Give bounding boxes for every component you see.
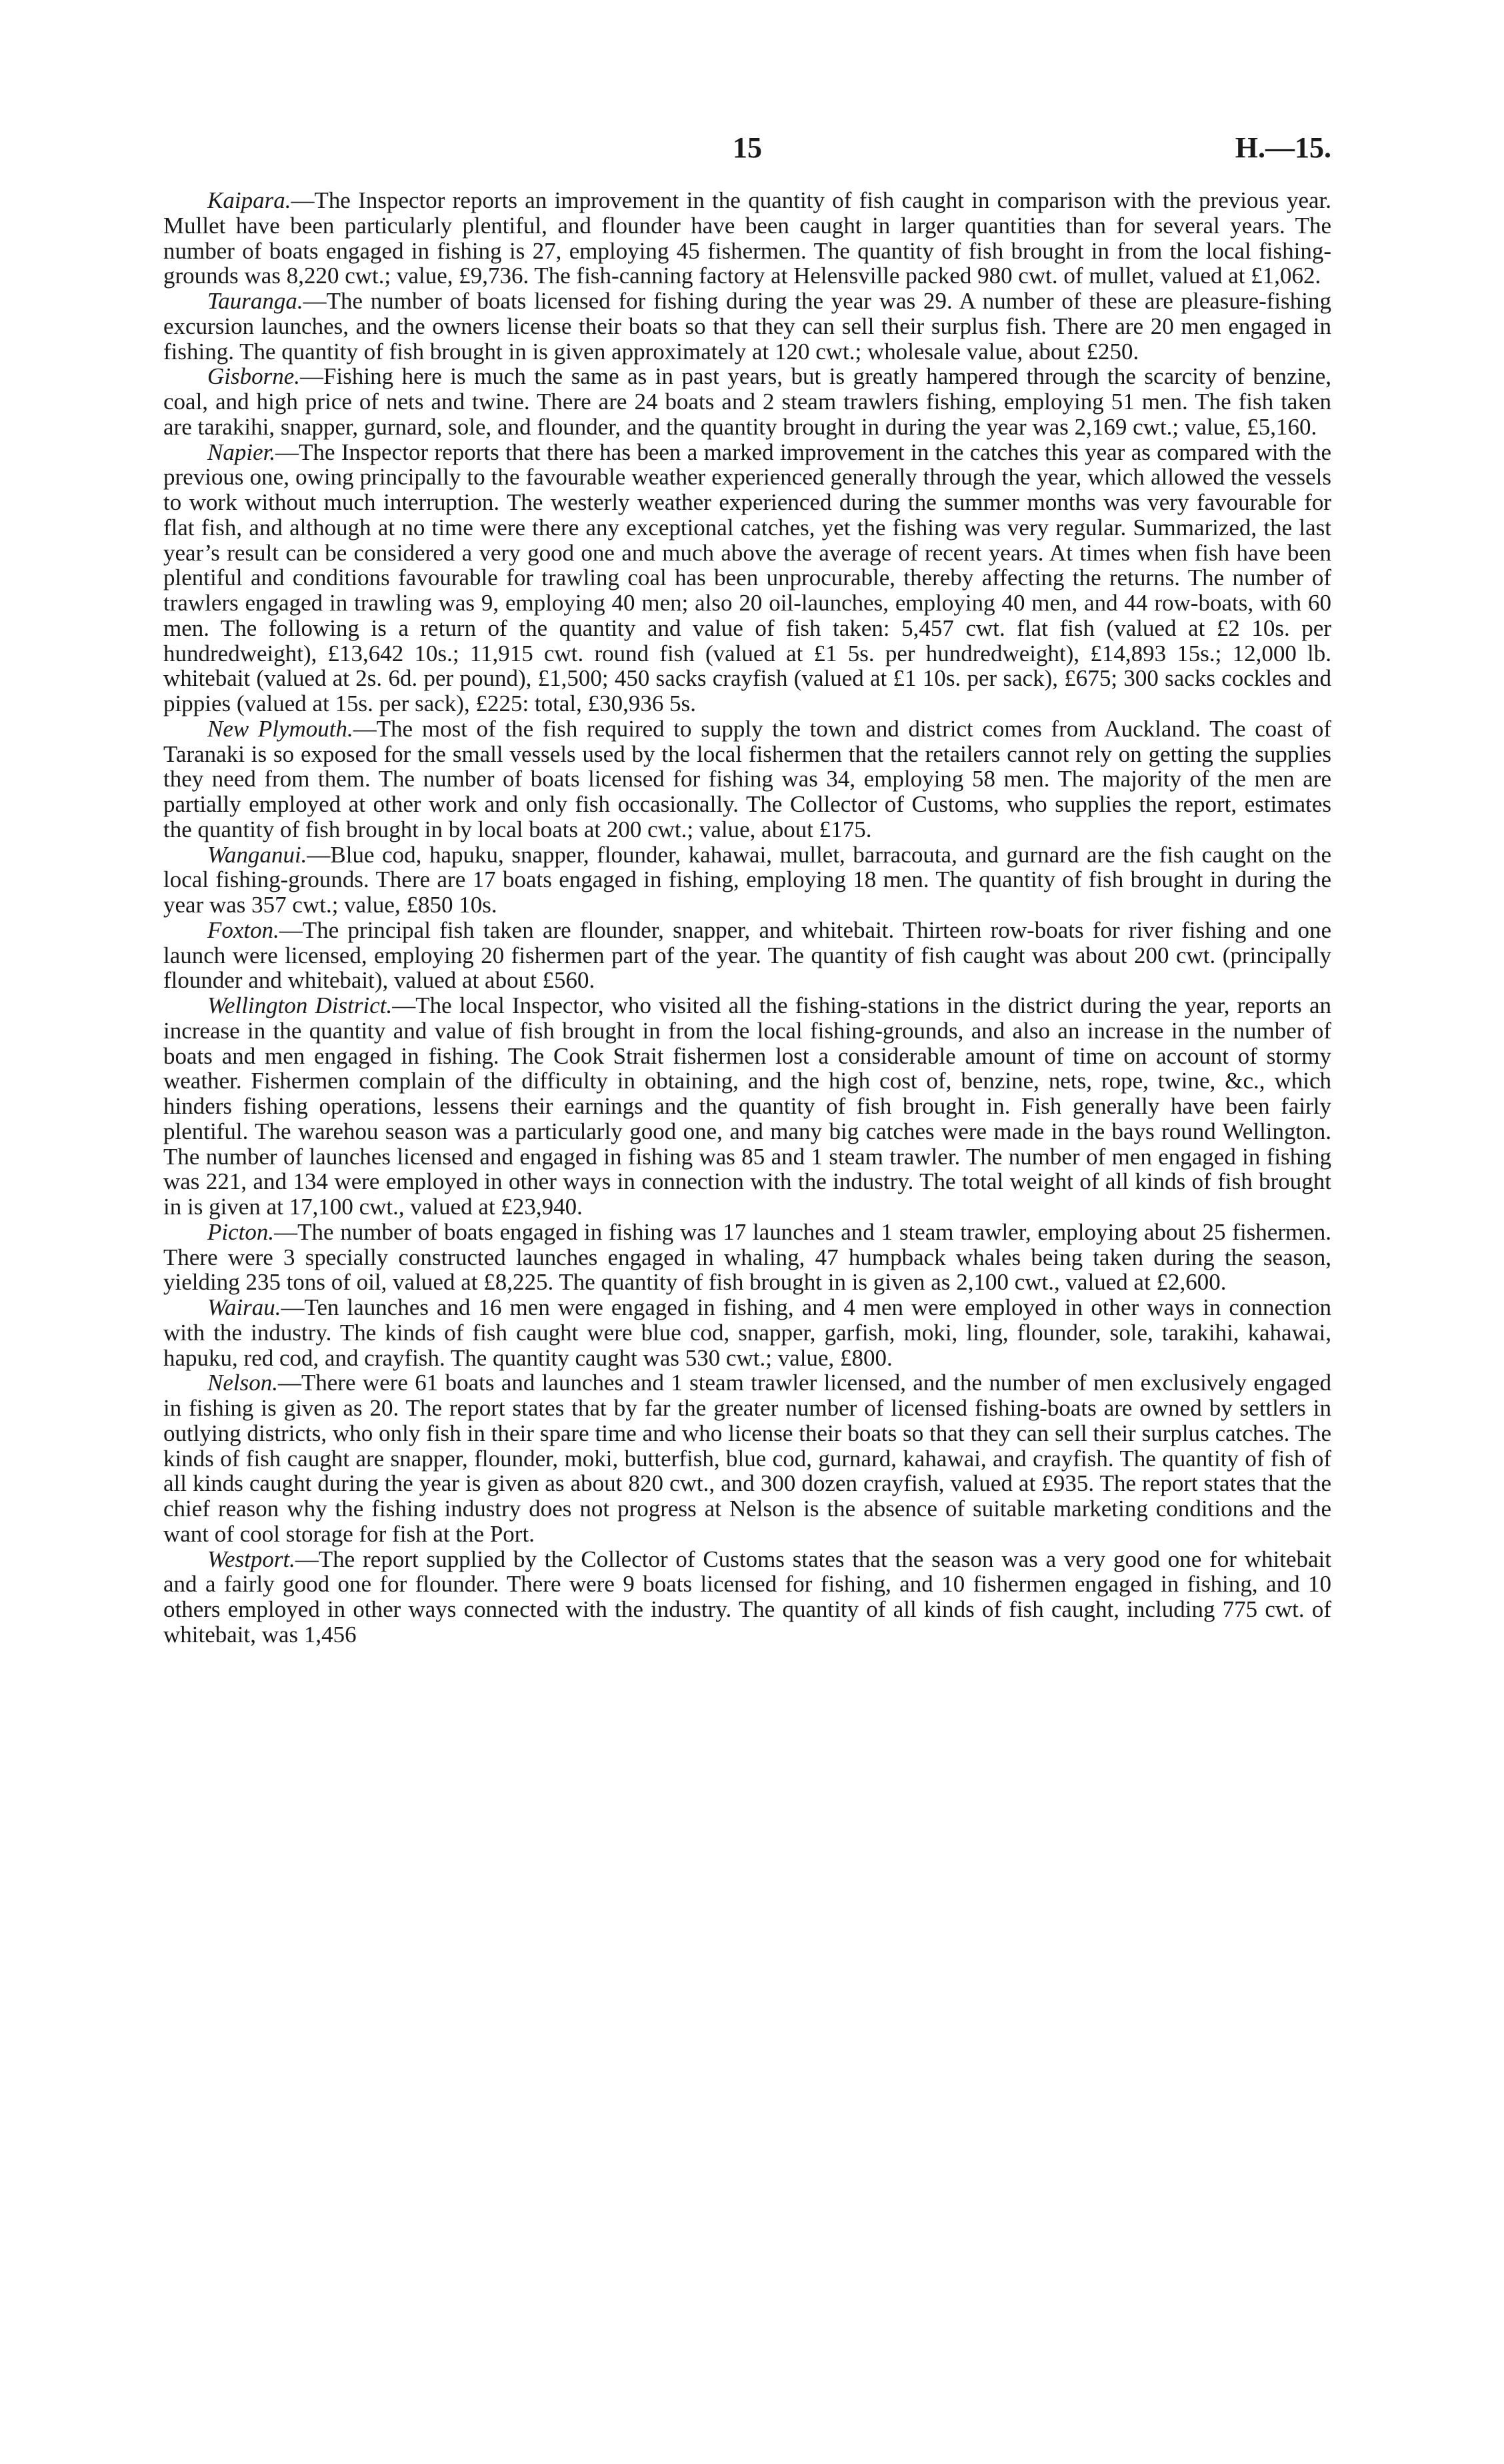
paragraph-text: —There were 61 boats and launches and 1 steam trawler licensed, and the number of men exclusively engaged in fishing is given as 20. The report states that by far the greater number of licensed fishing-boats are owned by settlers in outlying districts, who only fish in their spare time and who license their boats so that they can sell their surplus catches. The kinds of fish caught are snapper, flounder, moki, butterfish, blue cod, gurnard, kahawai, and crayfish. The quantity of fish of all kinds caught during the year is given as about 820 cwt., and 300 dozen crayfish, valued at £935. The report states that the chief reason why the fishing industry does not progress at Nelson is the absence of suitable marketing conditions and the want of cool storage for fish at the Port. <box>163 1370 1331 1547</box>
paragraph-gisborne <box>163 364 1331 439</box>
place-name: Nelson. <box>207 1370 278 1396</box>
paragraph-nelson <box>163 1370 1331 1546</box>
place-name: Wanganui. <box>207 841 307 868</box>
place-name: Napier. <box>207 439 276 465</box>
paragraph-westport <box>163 1547 1331 1648</box>
paragraph-kaipara <box>163 188 1331 289</box>
place-name: Picton. <box>207 1218 275 1245</box>
paragraph-picton <box>163 1220 1331 1295</box>
place-name: Wellington District. <box>207 992 393 1018</box>
paragraph-text: —The local Inspector, who visited all the fishing-stations in the district during the year, reports an increase in the quantity and value of fish brought in from the local fishing-grounds, and also an increase in the number of boats and men engaged in fishing. The Cook Strait fishermen lost a considerable amount of time on account of stormy weather. Fishermen complain of the difficulty in obtaining, and the high cost of, benzine, nets, rope, twine, &c., which hinders fishing operations, lessens their earnings and the quantity of fish brought in. Fish generally have been fairly plentiful. The warehou season was a particularly good one, and many big catches were made in the bays round Wellington. The number of launches licensed and engaged in fishing was 85 and 1 steam trawler. The number of men engaged in fishing was 221, and 134 were employed in other ways in connection with the industry. The total weight of all kinds of fish brought in is given at 17,100 cwt., valued at £23,940. <box>163 992 1331 1220</box>
paragraph-text: —The most of the fish required to supply the town and district comes from Auckland. The coast of Taranaki is so exposed for the small vessels used by the local fishermen that the retailers cannot rely on getting the supplies they need from them. The number of boats licensed for fishing was 34, employing 58 men. The majority of the men are partially employed at other work and only fish occasionally. The Collector of Customs, who supplies the report, estimates the quantity of fish brought in by local boats at 200 cwt.; value, about £175. <box>163 715 1331 842</box>
paragraph-text: —The report supplied by the Collector of Customs states that the season was a very good one for whitebait and a fairly good one for flounder. There were 9 boats licensed for fishing, and 10 fishermen engaged in fishing, and 10 others employed in other ways connected with the industry. The quantity of all kinds of fish caught, including 775 cwt. of whitebait, was 1,456 <box>163 1546 1331 1648</box>
paragraph-new-plymouth <box>163 716 1331 842</box>
place-name: Wairau. <box>207 1294 281 1320</box>
paragraph-text: —The number of boats licensed for fishing during the year was 29. A number of these are pleasure-fishing excursion launches, and the owners license their boats so that they can sell their surplus fish. There are 20 men engaged in fishing. The quantity of fish brought in is given approximately at 120 cwt.; wholesale value, about £250. <box>163 288 1331 365</box>
place-name: Kaipara. <box>207 187 291 213</box>
page-header <box>163 131 1331 171</box>
paragraph-text: —The Inspector reports that there has been a marked improvement in the catches this year as compared with the previous one, owing principally to the favourable weather experienced generally through the year, which allowed the vessels to work without much interruption. The westerly weather experienced during the summer months was very favourable for flat fish, and although at no time were there any exceptional catches, yet the fishing was very regular. Summarized, the last year’s result can be considered a very good one and much above the average of recent years. At times when fish have been plentiful and conditions favourable for trawling coal has been unprocurable, thereby affecting the returns. The number of trawlers engaged in trawling was 9, employing 40 men; also 20 oil-launches, employing 40 men, and 44 row-boats, with 60 men. The following is a return of the quantity and value of fish taken: 5,457 cwt. flat fish (valued at £2 10s. per hundredweight), £13,642 10s.; 11,915 cwt. round fish (valued at £1 5s. per hundredweight), £14,893 15s.; 12,000 lb. whitebait (valued at 2s. 6d. per pound), £1,500; 450 sacks crayfish (valued at £1 10s. per sack), £675; 300 sacks cockles and pippies (valued at 15s. per sack), £225: total, £30,936 5s. <box>163 439 1331 716</box>
paragraph-wanganui <box>163 842 1331 918</box>
paragraph-text: —The Inspector reports an improvement in the quantity of fish caught in comparison with the previous year. Mullet have been particularly plentiful, and flounder have been caught in larger quantities than for several years. The number of boats engaged in fishing is 27, employing 45 fishermen. The quantity of fish brought in from the local fishing-grounds was 8,220 cwt.; value, £9,736. The fish-canning factory at Helensville packed 980 cwt. of mullet, valued at £1,062. <box>163 187 1331 289</box>
paragraph-text: —Fishing here is much the same as in past years, but is greatly hampered through the scarcity of benzine, coal, and high price of nets and twine. There are 24 boats and 2 steam trawlers fishing, employing 51 men. The fish taken are tarakihi, snapper, gurnard, sole, and flounder, and the quantity brought in during the year was 2,169 cwt.; value, £5,160. <box>163 363 1331 440</box>
place-name: New Plymouth. <box>207 715 353 742</box>
paragraph-wairau <box>163 1295 1331 1370</box>
document-reference: H.—15. <box>1235 131 1331 164</box>
paragraph-tauranga <box>163 289 1331 364</box>
paragraph-text: —Ten launches and 16 men were engaged in fishing, and 4 men were employed in other ways in connection with the industry. The kinds of fish caught were blue cod, snapper, garfish, moki, ling, flounder, sole, tarakihi, kahawai, hapuku, red cod, and crayfish. The quantity caught was 530 cwt.; value, £800. <box>163 1294 1331 1371</box>
place-name: Tauranga. <box>207 288 303 314</box>
place-name: Gisborne. <box>207 363 301 390</box>
place-name: Westport. <box>207 1546 295 1572</box>
paragraph-wellington-district <box>163 993 1331 1220</box>
paragraph-foxton <box>163 918 1331 993</box>
paragraph-text: —The number of boats engaged in fishing was 17 launches and 1 steam trawler, employing about 25 fishermen. There were 3 specially constructed launches engaged in whaling, 47 humpback whales being taken during the season, yielding 235 tons of oil, valued at £8,225. The quantity of fish brought in is given as 2,100 cwt., valued at £2,600. <box>163 1218 1331 1296</box>
paragraph-text: —Blue cod, hapuku, snapper, flounder, kahawai, mullet, barracouta, and gurnard are the fish caught on the local fishing-grounds. There are 17 boats engaged in fishing, employing 18 men. The quantity of fish brought in during the year was 357 cwt.; value, £850 10s. <box>163 841 1331 918</box>
report-body <box>163 188 1331 1648</box>
paragraph-napier <box>163 440 1331 716</box>
place-name: Foxton. <box>207 916 279 943</box>
page-number: 15 <box>733 131 762 164</box>
paragraph-text: —The principal fish taken are flounder, snapper, and whitebait. Thirteen row-boats for river fishing and one launch were licensed, employing 20 fishermen part of the year. The quantity of fish caught was about 200 cwt. (principally flounder and whitebait), valued at about £560. <box>163 916 1331 994</box>
